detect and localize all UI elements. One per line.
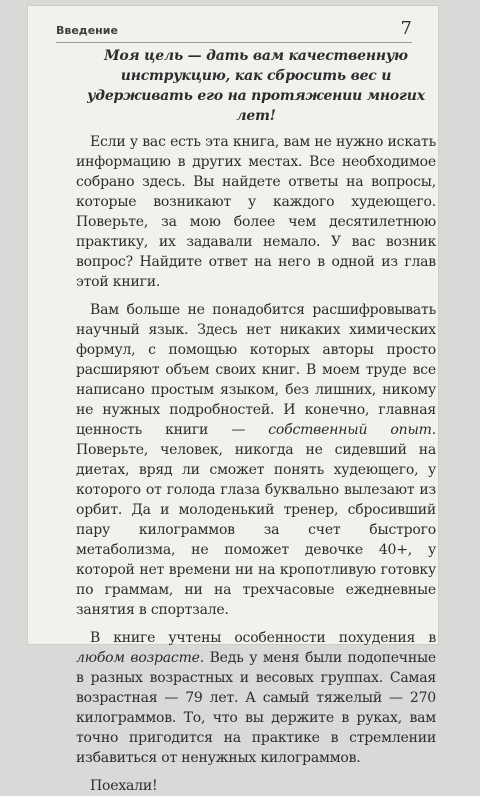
book-page [28, 6, 438, 794]
page-number: 7 [400, 18, 412, 39]
chapter-title: Введение [56, 24, 118, 37]
paragraph-3-before: В книге учтены особенности похудения в [90, 630, 436, 646]
paragraph-2 [76, 300, 436, 620]
paragraph-3-emphasis: любом возрасте [76, 650, 200, 666]
paragraph-1-text: Если у вас есть эта книга, вам не нужно искать информацию в других местах. Все необходимое собрано здесь. Вы найдете ответы на вопросы, которые возникают у каждого худеющего. Поверьте, за мою более чем десятилетнюю практику, их задавали немало. У вас возник вопрос? Найдите ответ на него в одной из глав этой книги. [76, 134, 436, 290]
paragraph-2-emphasis: собственный опыт [268, 422, 432, 438]
page-content [76, 46, 436, 796]
header-divider [56, 42, 412, 43]
page-header [56, 18, 412, 44]
paragraph-1 [76, 132, 436, 292]
paragraph-3-after: . Ведь у меня были подопечные в разных возрастных и весовых группах. Самая возрастная — 79 лет. А самый тяжелый — 270 килограммов. То, что вы держите в руках, вам точно пригодится на практике в стремлении избавиться от ненужных килограммов. [76, 650, 436, 766]
paragraph-2-after: . Поверьте, человек, никогда не сидевший на диетах, вряд ли сможет понять худеющего, у которого от голода глаза буквально вылезают из орбит. Да и молоденький тренер, сбросивший пару килограммов за счет быстрого метаболизма, не поможет девочке 40+, у которой нет времени ни на кропотливую готовку по граммам, ни на трехчасовые ежедневные занятия в спортзале. [76, 422, 436, 618]
paragraph-4-text: Поехали! [90, 778, 158, 794]
paragraph-4 [76, 776, 436, 796]
paragraph-2-before: Вам больше не понадобится расшифровывать научный язык. Здесь нет никаких химических формул, с помощью которых авторы просто расширяют объем своих книг. В моем труде все написано простым языком, без лишних, никому не нужных подробностей. И конечно, главная ценность книги — [76, 302, 436, 438]
paragraph-3 [76, 628, 436, 768]
intro-quote: Моя цель — дать вам качественную инструкцию, как сбросить вес и удерживать его на протяжении многих лет! [87, 48, 425, 124]
